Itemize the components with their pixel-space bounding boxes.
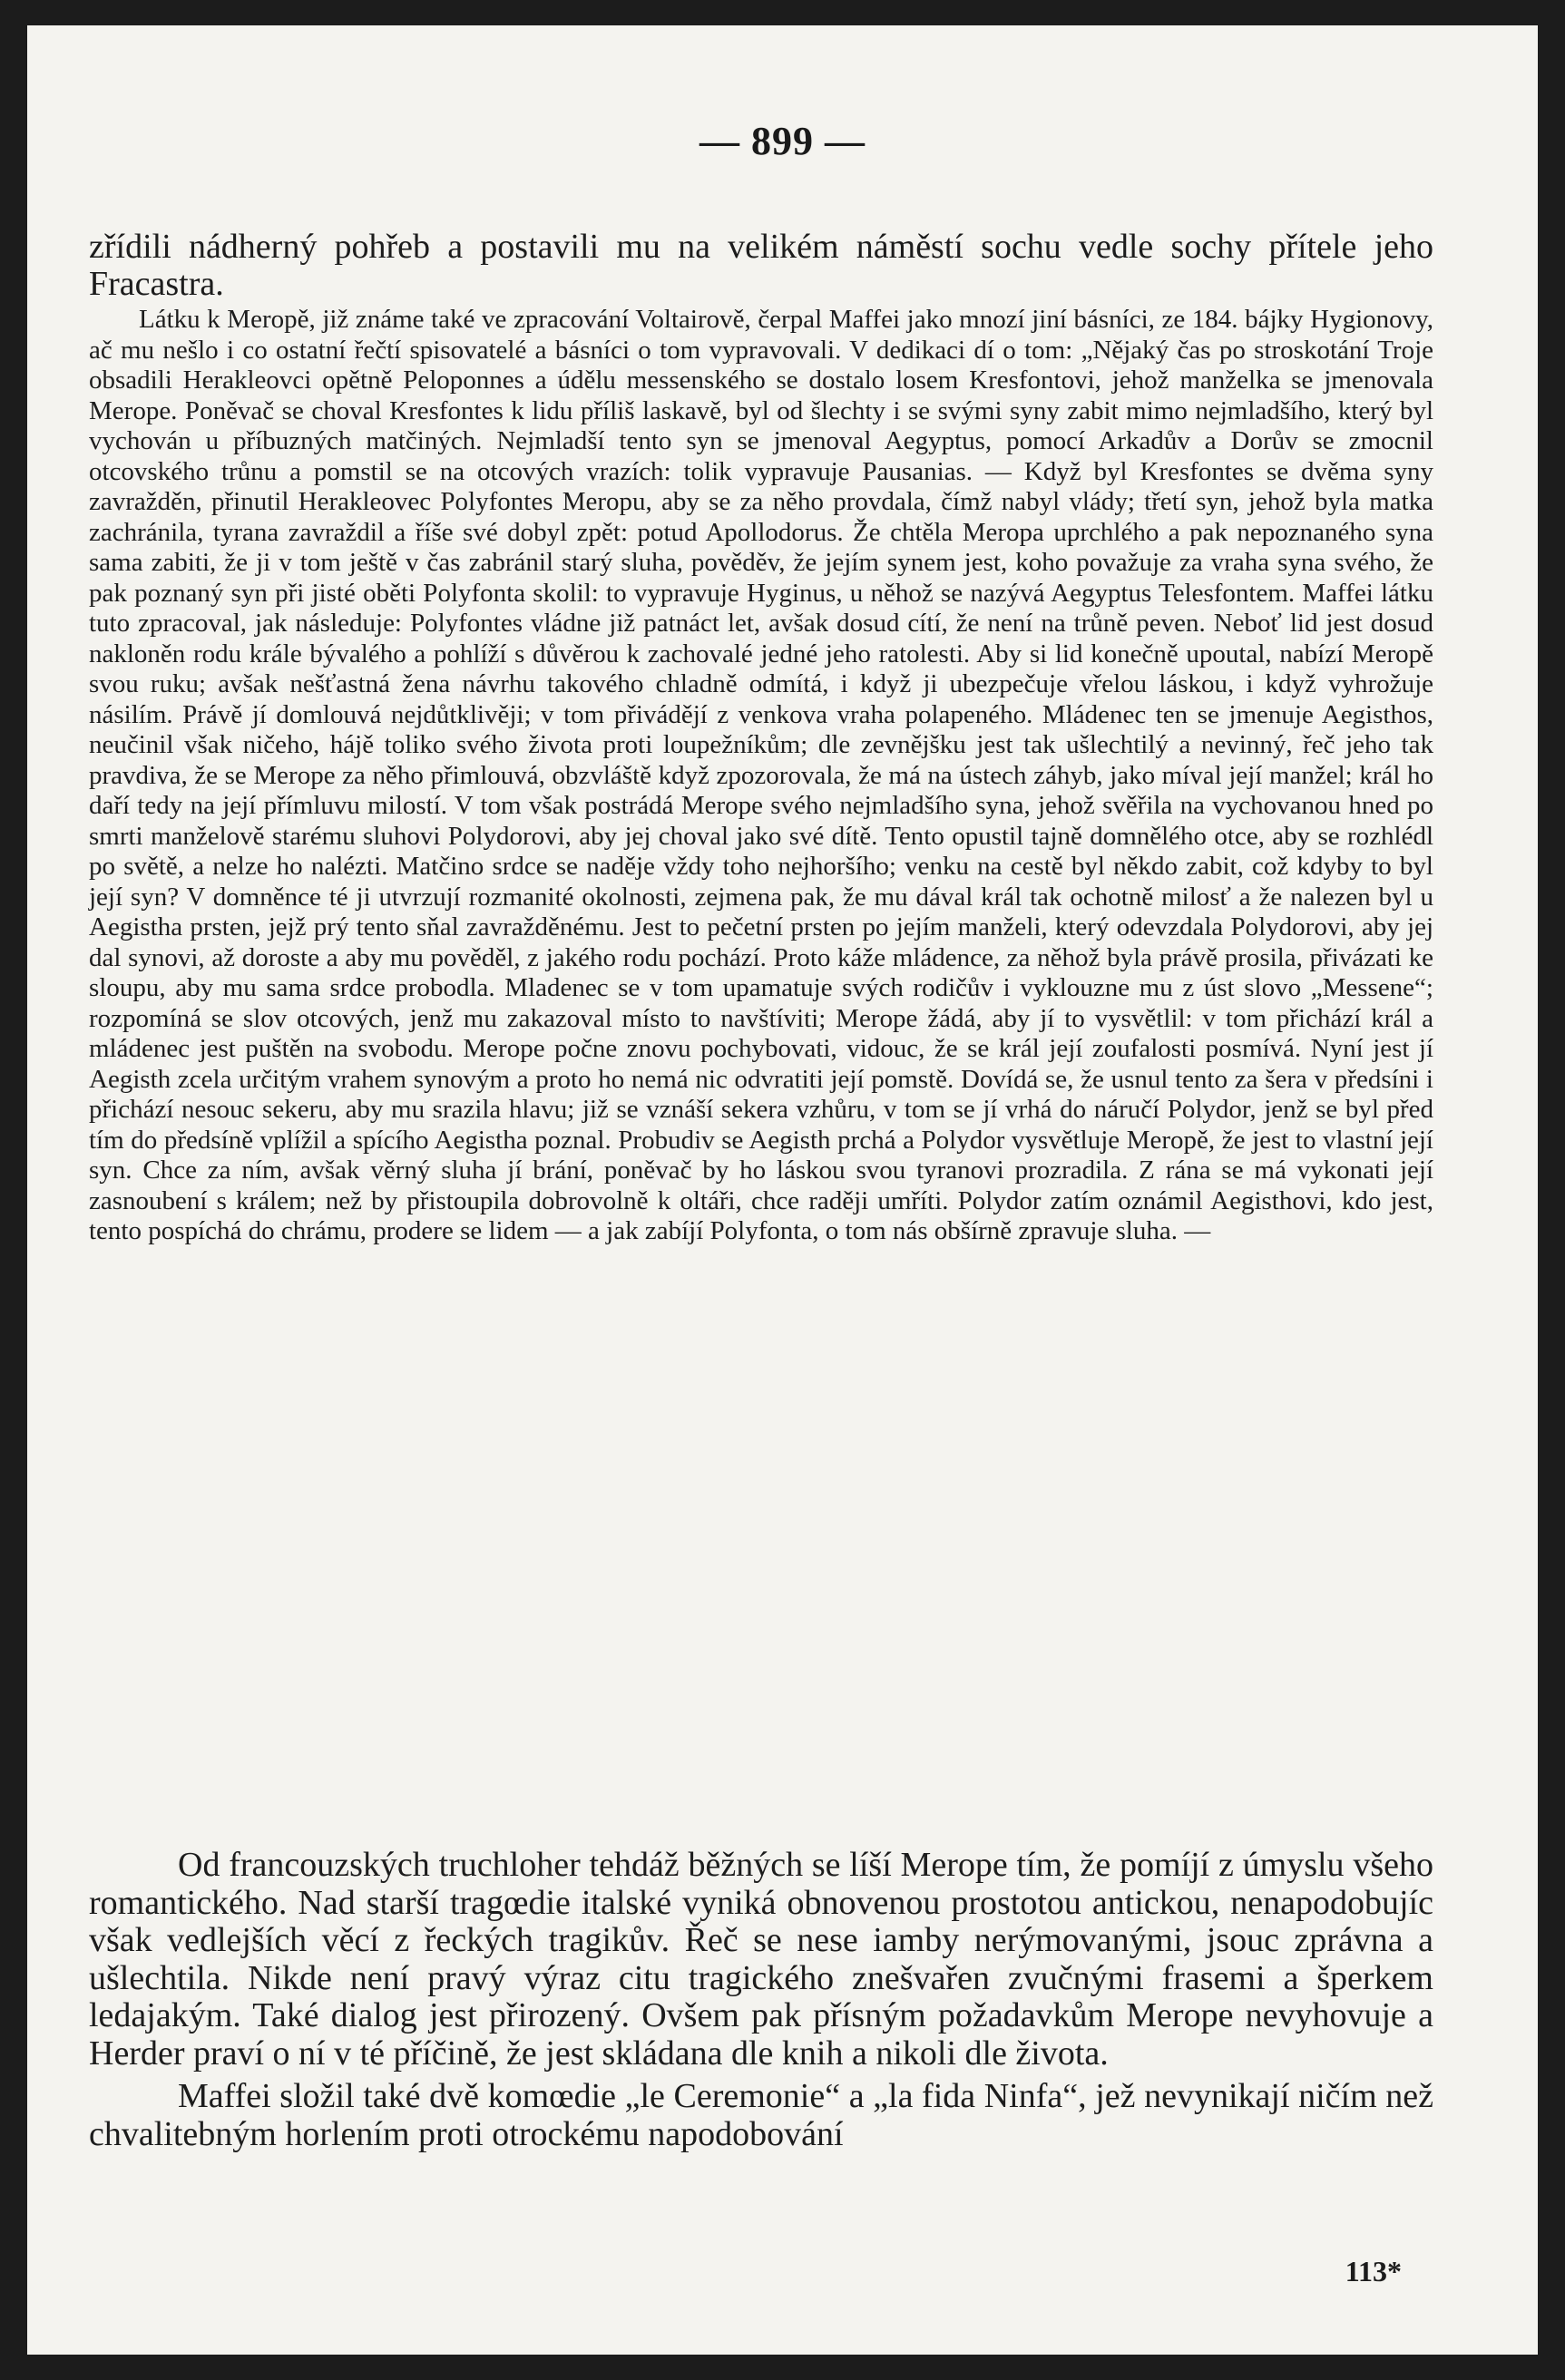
body-paragraph-1: Od francouzských truchloher tehdáž běžných se líší Merope tím, že pomíjí z úmyslu všeho romantického. Nad starší tragœdie italské vyniká obnovenou prostotou antickou, nenapodobujíc však vedlejších věcí z řeckých tragikův. Řeč se nese iamby nerýmovanými, jsouc zprávna a ušlechtila. Nikde není pravý výraz citu tragického znešvařen zvučnými frasemi a šperkem ledajakým. Také dialog jest přirozený. Ovšem pak přísným požadavkům Merope nevyhovuje a Herder praví o ní v té příčině, že jest skládana dle knih a nikoli dle života. [89,1846,1433,2073]
body-paragraph-2: Maffei složil také dvě komœdie „le Ceremonie“ a „la fida Ninfa“, jež nevynikají ničím než chvalitebným horlením proti otrockému napodobování [89,2077,1433,2153]
body-paragraph-block [89,1847,1433,2153]
opening-paragraph: zřídili nádherný pohřeb a postavili mu na velikém náměstí sochu vedle sochy přítele jeho Fracastra. [89,228,1433,303]
signature-mark: 113* [1345,2255,1402,2287]
note-paragraph-block [89,305,1433,1247]
opening-paragraph-block [89,229,1433,303]
page-number: — 899 — [699,119,866,163]
note-paragraph: Látku k Meropě, již známe také ve zpracování Voltairově, čerpal Maffei jako mnozí jiní básníci, ze 184. bájky Hygionovy, ač mu nešlo i co ostatní řečtí spisovatelé a básníci o tom vypravovali. V dedikaci dí o tom: „Nějaký čas po stroskotání Troje obsadili Herakleovci opětně Peloponnes a údělu messenského se dostalo losem Kresfontovi, jehož manželka se jmenovala Merope. Poněvač se choval Kresfontes k lidu příliš laskavě, byl od šlechty i se svými syny zabit mimo nejmladšího, který byl vychován u příbuzných matčiných. Nejmladší tento syn se jmenoval Aegyptus, pomocí Arkadův a Dorův se zmocnil otcovského trůnu a pomstil se na otcových vrazích: tolik vypravuje Pausanias. — Když byl Kresfontes se dvěma syny zavražděn, přinutil Herakleovec Polyfontes Meropu, aby se za něho provdala, čímž nabyl vlády; třetí syn, jehož byla matka zachránila, tyrana zavraždil a říše své dobyl zpět: potud Apollodorus. Že chtěla Meropa uprchlého a pak nepoznaného syna sama zabiti, že ji v tom ještě v čas zabránil starý sluha, pověděv, že jejím synem jest, koho považuje za vraha syna svého, že pak poznaný syn při jisté oběti Polyfonta skolil: to vypravuje Hyginus, u něhož se nazývá Aegyptus Telesfontem. Maffei látku tuto zpracoval, jak následuje: Polyfontes vládne již patnáct let, avšak dosud cítí, že není na trůně peven. Neboť lid jest dosud nakloněn rodu krále bývalého a pohlíží s důvěrou k zachovalé jedné jeho ratolesti. Aby si lid konečně upoutal, nabízí Meropě svou ruku; avšak nešťastná žena návrhu takového chladně odmítá, i když ji ubezpečuje vřelou láskou, i když vyhrožuje násilím. Právě jí domlouvá nejdůtklivěji; v tom přivádějí z venkova vraha polapeného. Mládenec ten se jmenuje Aegisthos, neučinil však ničeho, hájě toliko svého života proti loupežníkům; dle zevnějšku jest tak ušlechtilý a nevinný, řeč jeho tak pravdiva, že se Merope za něho přimlouvá, obzvláště když zpozorovala, že má na ústech záhyb, jako míval její manžel; král ho daří tedy na její přímluvu milostí. V tom však postrádá Merope svého nejmladšího syna, jehož svěřila na vychovanou hned po smrti manželově starému sluhovi Polydorovi, aby jej choval jako své dítě. Tento opustil tajně domnělého otce, aby se rozhlédl po světě, a nelze ho nalézti. Matčino srdce se naděje vždy toho nejhoršího; venku na cestě byl někdo zabit, což kdyby to byl její syn? V domněnce té ji utvrzují rozmanité okolnosti, zejmena pak, že mu dával král tak ochotně milosť a že nalezen byl u Aegistha prsten, jejž prý tento sňal zavražděnému. Jest to pečetní prsten po jejím manželi, který odevzdala Polydorovi, aby jej dal synovi, až doroste a aby mu pověděl, z jakého rodu pochází. Proto káže mládence, za něhož byla právě prosila, přivázati ke sloupu, aby mu sama srdce probodla. Mladenec se v tom upamatuje svých rodičův i vyklouzne mu z úst slovo „Messene“; rozpomíná se slov otcových, jenž mu zakazoval místo to navštíviti; Merope žádá, aby jí to vysvětlil: v tom přichází král a mládenec jest puštěn na svobodu. Merope počne znovu pochybovati, vidouc, že se král její zoufalosti posmívá. Nyní jest jí Aegisth zcela určitým vrahem synovým a proto ho nemá nic odvratiti její pomstě. Dovídá se, že usnul tento za šera v předsíni i přichází nesouc sekeru, aby mu srazila hlavu; již se vznáší sekera vzhůru, v tom se jí vrhá do náručí Polydor, jenž se byl před tím do předsíně vplížil a spícího Aegistha poznal. Probudiv se Aegisth prchá a Polydor vysvětluje Meropě, že jest to vlastní její syn. Chce za ním, avšak věrný sluha jí brání, poněvač by ho láskou svou tyranovi prozradila. Z rána se má vykonati její zasnoubení s králem; než by přistoupila dobrovolně k oltáři, chce raději umříti. Polydor zatím oznámil Aegisthovi, kdo jest, tento pospíchá do chrámu, prodere se lidem — a jak zabíjí Polyfonta, o tom nás obšírně zpravuje sluha. — [89,305,1433,1245]
book-page [27,25,1538,2355]
